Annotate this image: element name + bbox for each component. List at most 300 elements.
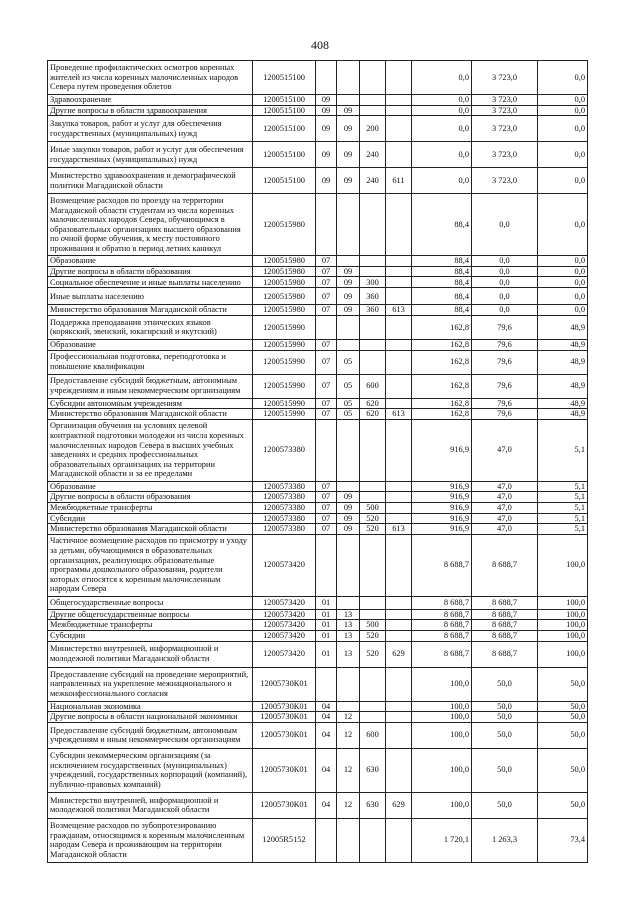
cell-amount-2: 1 263,3	[472, 818, 538, 862]
cell-subsection: 09	[337, 277, 360, 288]
cell-amount-1: 100,0	[412, 748, 472, 792]
cell-amount-2: 8 688,7	[472, 534, 538, 596]
cell-admin-code	[386, 609, 412, 620]
cell-amount-1: 162,8	[412, 315, 472, 339]
cell-amount-1: 88,4	[412, 277, 472, 288]
cell-name: Возмещение расходов по зубопротезированию гражданам, относящимся к коренным малочисленным народам Севера и проживающим на территории Магаданской области	[48, 818, 253, 862]
table-row	[48, 630, 588, 641]
cell-section: 07	[316, 492, 337, 503]
cell-name: Иные выплаты населению	[48, 288, 253, 305]
cell-amount-3: 5,1	[538, 492, 588, 503]
cell-section: 04	[316, 712, 337, 723]
cell-amount-1: 100,0	[412, 701, 472, 712]
cell-name: Межбюджетные трансферты	[48, 502, 253, 513]
cell-section	[316, 818, 337, 862]
cell-amount-1: 100,0	[412, 712, 472, 723]
cell-section	[316, 315, 337, 339]
cell-amount-3: 100,0	[538, 641, 588, 667]
cell-expense-type: 520	[360, 641, 386, 667]
table-row	[48, 116, 588, 142]
cell-amount-1: 916,9	[412, 513, 472, 524]
page-number: 408	[311, 38, 329, 52]
cell-amount-3: 48,9	[538, 374, 588, 398]
cell-section: 07	[316, 513, 337, 524]
cell-subsection	[337, 534, 360, 596]
cell-name: Другие общегосударственные вопросы	[48, 609, 253, 620]
cell-amount-1: 916,9	[412, 492, 472, 503]
cell-subsection	[337, 701, 360, 712]
cell-expense-type: 360	[360, 305, 386, 316]
cell-section: 04	[316, 748, 337, 792]
cell-subsection: 05	[337, 409, 360, 420]
cell-name: Другие вопросы в области образования	[48, 266, 253, 277]
cell-section: 04	[316, 792, 337, 818]
cell-amount-1: 8 688,7	[412, 630, 472, 641]
cell-subsection: 12	[337, 748, 360, 792]
cell-amount-2: 8 688,7	[472, 609, 538, 620]
cell-target-article: 1200515100	[253, 105, 316, 116]
cell-section: 09	[316, 116, 337, 142]
cell-target-article: 1200573420	[253, 596, 316, 609]
cell-target-article: 1200515100	[253, 168, 316, 194]
cell-target-article: 1200515980	[253, 194, 316, 256]
cell-amount-1: 88,4	[412, 288, 472, 305]
cell-amount-3: 5,1	[538, 481, 588, 492]
cell-section	[316, 534, 337, 596]
cell-target-article: 1200515100	[253, 61, 316, 95]
cell-target-article: 12005730К01	[253, 701, 316, 712]
cell-amount-1: 88,4	[412, 256, 472, 267]
cell-name: Предоставление субсидий бюджетным, автономным учреждениям и иным некоммерческим организациям	[48, 722, 253, 748]
cell-amount-2: 47,0	[472, 492, 538, 503]
cell-subsection: 12	[337, 722, 360, 748]
cell-expense-type	[360, 105, 386, 116]
table-row	[48, 168, 588, 194]
cell-admin-code: 613	[386, 524, 412, 535]
table-row	[48, 620, 588, 631]
cell-amount-1: 0,0	[412, 116, 472, 142]
table-row	[48, 481, 588, 492]
cell-amount-3: 50,0	[538, 748, 588, 792]
cell-amount-3: 100,0	[538, 620, 588, 631]
cell-admin-code	[386, 492, 412, 503]
cell-amount-2: 79,6	[472, 409, 538, 420]
cell-subsection	[337, 667, 360, 701]
table-row	[48, 256, 588, 267]
cell-expense-type	[360, 339, 386, 350]
cell-amount-2: 8 688,7	[472, 596, 538, 609]
cell-amount-3: 50,0	[538, 792, 588, 818]
cell-amount-2: 0,0	[472, 256, 538, 267]
table-row	[48, 305, 588, 316]
cell-target-article: 1200515980	[253, 288, 316, 305]
cell-subsection	[337, 95, 360, 106]
cell-name: Субсидии некоммерческим организациям (за исключением государственных (муниципальных) учреждений, государственных корпораций (компаний), публично-правовых компаний)	[48, 748, 253, 792]
cell-name: Образование	[48, 256, 253, 267]
cell-amount-1: 916,9	[412, 502, 472, 513]
cell-target-article: 1200515100	[253, 142, 316, 168]
cell-expense-type: 360	[360, 288, 386, 305]
cell-section: 04	[316, 722, 337, 748]
cell-amount-1: 162,8	[412, 409, 472, 420]
cell-amount-1: 916,9	[412, 419, 472, 481]
table-row	[48, 266, 588, 277]
cell-amount-1: 8 688,7	[412, 620, 472, 631]
cell-section: 01	[316, 630, 337, 641]
cell-amount-2: 0,0	[472, 266, 538, 277]
table-row	[48, 142, 588, 168]
cell-amount-3: 48,9	[538, 398, 588, 409]
cell-subsection: 09	[337, 524, 360, 535]
cell-amount-1: 8 688,7	[412, 641, 472, 667]
cell-name: Межбюджетные трансферты	[48, 620, 253, 631]
cell-amount-2: 3 723,0	[472, 168, 538, 194]
cell-amount-3: 50,0	[538, 722, 588, 748]
cell-name: Частичное возмещение расходов по присмотру и уходу за детьми, обучающимися в образовательных организациях, реализующих образовательные программы дошкольного образования, родители которых относятся к коренным малочисленным народам Севера	[48, 534, 253, 596]
cell-section: 09	[316, 95, 337, 106]
table-row	[48, 524, 588, 535]
cell-name: Субсидии	[48, 513, 253, 524]
cell-admin-code	[386, 481, 412, 492]
cell-amount-1: 100,0	[412, 722, 472, 748]
table-row	[48, 374, 588, 398]
cell-expense-type	[360, 315, 386, 339]
cell-amount-3: 5,1	[538, 419, 588, 481]
cell-amount-2: 0,0	[472, 277, 538, 288]
cell-amount-3: 100,0	[538, 534, 588, 596]
cell-expense-type: 520	[360, 630, 386, 641]
table-row	[48, 748, 588, 792]
cell-amount-2: 0,0	[472, 194, 538, 256]
cell-subsection: 13	[337, 641, 360, 667]
cell-target-article: 1200573380	[253, 502, 316, 513]
cell-subsection: 05	[337, 350, 360, 374]
cell-amount-2: 3 723,0	[472, 142, 538, 168]
cell-subsection	[337, 481, 360, 492]
table-row	[48, 398, 588, 409]
cell-amount-2: 8 688,7	[472, 630, 538, 641]
cell-subsection: 12	[337, 712, 360, 723]
cell-subsection	[337, 818, 360, 862]
cell-expense-type: 200	[360, 116, 386, 142]
cell-name: Национальная экономика	[48, 701, 253, 712]
cell-section: 07	[316, 398, 337, 409]
cell-amount-1: 88,4	[412, 305, 472, 316]
cell-admin-code: 611	[386, 168, 412, 194]
cell-name: Субсидии автономным учреждениям	[48, 398, 253, 409]
cell-admin-code	[386, 748, 412, 792]
cell-admin-code	[386, 398, 412, 409]
cell-name: Министерство образования Магаданской области	[48, 409, 253, 420]
cell-admin-code	[386, 818, 412, 862]
cell-amount-2: 50,0	[472, 722, 538, 748]
cell-admin-code	[386, 534, 412, 596]
cell-subsection: 09	[337, 502, 360, 513]
cell-subsection: 13	[337, 620, 360, 631]
cell-subsection: 13	[337, 630, 360, 641]
cell-amount-2: 50,0	[472, 748, 538, 792]
table-row	[48, 513, 588, 524]
cell-subsection: 09	[337, 305, 360, 316]
cell-subsection	[337, 419, 360, 481]
cell-name: Министерство внутренней, информационной и молодежной политики Магаданской области	[48, 792, 253, 818]
cell-section: 07	[316, 524, 337, 535]
cell-target-article: 12005R5152	[253, 818, 316, 862]
cell-admin-code	[386, 142, 412, 168]
cell-subsection	[337, 61, 360, 95]
table-row	[48, 350, 588, 374]
cell-amount-3: 50,0	[538, 701, 588, 712]
cell-subsection: 09	[337, 105, 360, 116]
table-row	[48, 61, 588, 95]
cell-amount-1: 100,0	[412, 792, 472, 818]
cell-amount-3: 48,9	[538, 350, 588, 374]
cell-admin-code	[386, 95, 412, 106]
cell-amount-2: 50,0	[472, 667, 538, 701]
cell-amount-3: 50,0	[538, 712, 588, 723]
table-row	[48, 667, 588, 701]
cell-name: Другие вопросы в области образования	[48, 492, 253, 503]
table-row	[48, 288, 588, 305]
cell-section: 01	[316, 641, 337, 667]
table-row	[48, 419, 588, 481]
cell-amount-1: 100,0	[412, 667, 472, 701]
cell-amount-1: 162,8	[412, 374, 472, 398]
cell-admin-code	[386, 266, 412, 277]
cell-name: Министерство образования Магаданской области	[48, 524, 253, 535]
cell-name: Субсидии	[48, 630, 253, 641]
cell-amount-3: 0,0	[538, 168, 588, 194]
cell-section	[316, 61, 337, 95]
cell-target-article: 1200515990	[253, 315, 316, 339]
cell-target-article: 12005730К01	[253, 722, 316, 748]
cell-section: 07	[316, 350, 337, 374]
cell-name: Образование	[48, 481, 253, 492]
cell-amount-2: 3 723,0	[472, 95, 538, 106]
cell-subsection	[337, 256, 360, 267]
cell-subsection: 09	[337, 288, 360, 305]
table-row	[48, 502, 588, 513]
cell-amount-1: 162,8	[412, 339, 472, 350]
cell-expense-type	[360, 95, 386, 106]
cell-amount-3: 0,0	[538, 95, 588, 106]
cell-name: Общегосударственные вопросы	[48, 596, 253, 609]
cell-subsection: 05	[337, 374, 360, 398]
table-row	[48, 339, 588, 350]
cell-amount-2: 47,0	[472, 481, 538, 492]
cell-expense-type	[360, 596, 386, 609]
cell-subsection	[337, 194, 360, 256]
cell-admin-code	[386, 61, 412, 95]
cell-name: Закупка товаров, работ и услуг для обеспечения государственных (муниципальных) нужд	[48, 116, 253, 142]
cell-admin-code	[386, 315, 412, 339]
cell-amount-2: 79,6	[472, 315, 538, 339]
cell-amount-2: 47,0	[472, 524, 538, 535]
cell-amount-2: 50,0	[472, 792, 538, 818]
cell-name: Профессиональная подготовка, переподготовка и повышение квалификации	[48, 350, 253, 374]
cell-amount-3: 0,0	[538, 116, 588, 142]
table-row	[48, 596, 588, 609]
cell-subsection: 09	[337, 513, 360, 524]
cell-amount-1: 162,8	[412, 398, 472, 409]
cell-target-article: 1200573420	[253, 630, 316, 641]
cell-admin-code	[386, 596, 412, 609]
cell-target-article: 1200573420	[253, 609, 316, 620]
cell-amount-2: 50,0	[472, 701, 538, 712]
cell-section: 09	[316, 168, 337, 194]
cell-target-article: 1200515100	[253, 116, 316, 142]
cell-amount-3: 48,9	[538, 315, 588, 339]
table-row	[48, 609, 588, 620]
cell-amount-3: 73,4	[538, 818, 588, 862]
table-row	[48, 277, 588, 288]
cell-amount-3: 100,0	[538, 609, 588, 620]
cell-name: Организация обучения на условиях целевой контрактной подготовки молодежи из числа коренных малочисленных народов Севера в высших учебных заведениях и средних профессиональных образовательных организациях на территории Магаданской области и за ее пределами	[48, 419, 253, 481]
cell-admin-code	[386, 620, 412, 631]
cell-target-article: 12005730К01	[253, 748, 316, 792]
cell-amount-3: 0,0	[538, 105, 588, 116]
cell-expense-type	[360, 701, 386, 712]
cell-amount-1: 0,0	[412, 95, 472, 106]
cell-amount-2: 47,0	[472, 502, 538, 513]
cell-amount-1: 162,8	[412, 350, 472, 374]
cell-expense-type: 620	[360, 409, 386, 420]
cell-admin-code	[386, 502, 412, 513]
cell-target-article: 1200573380	[253, 492, 316, 503]
cell-amount-1: 916,9	[412, 481, 472, 492]
cell-target-article: 1200515990	[253, 398, 316, 409]
cell-admin-code	[386, 712, 412, 723]
cell-target-article: 12005730К01	[253, 792, 316, 818]
cell-target-article: 1200515990	[253, 339, 316, 350]
cell-admin-code: 613	[386, 305, 412, 316]
cell-amount-3: 0,0	[538, 256, 588, 267]
table-row	[48, 701, 588, 712]
table-row	[48, 409, 588, 420]
cell-section: 07	[316, 502, 337, 513]
cell-target-article: 1200573380	[253, 419, 316, 481]
cell-amount-3: 48,9	[538, 409, 588, 420]
cell-admin-code	[386, 256, 412, 267]
cell-name: Министерство внутренней, информационной и молодежной политики Магаданской области	[48, 641, 253, 667]
cell-admin-code	[386, 701, 412, 712]
cell-name: Предоставление субсидий на проведение мероприятий, направленных на укрепление межнационального и межконфессионального согласия	[48, 667, 253, 701]
cell-amount-3: 0,0	[538, 142, 588, 168]
cell-expense-type: 500	[360, 620, 386, 631]
cell-section: 07	[316, 288, 337, 305]
cell-target-article: 1200515990	[253, 409, 316, 420]
cell-name: Поддержка преподавания этнических языков (корякский, эвенский, юкагирский и якутский)	[48, 315, 253, 339]
cell-admin-code	[386, 374, 412, 398]
cell-target-article: 12005730К01	[253, 712, 316, 723]
cell-admin-code: 629	[386, 641, 412, 667]
cell-amount-2: 79,6	[472, 374, 538, 398]
cell-name: Министерство здравоохранения и демографической политики Магаданской области	[48, 168, 253, 194]
cell-amount-1: 0,0	[412, 61, 472, 95]
cell-target-article: 1200515100	[253, 95, 316, 106]
cell-admin-code	[386, 277, 412, 288]
cell-amount-2: 3 723,0	[472, 61, 538, 95]
cell-expense-type	[360, 667, 386, 701]
cell-section: 07	[316, 409, 337, 420]
cell-expense-type	[360, 194, 386, 256]
cell-section: 07	[316, 339, 337, 350]
cell-amount-3: 0,0	[538, 61, 588, 95]
table-row	[48, 95, 588, 106]
cell-expense-type	[360, 818, 386, 862]
budget-table	[47, 60, 588, 863]
cell-amount-3: 5,1	[538, 502, 588, 513]
cell-expense-type: 600	[360, 374, 386, 398]
cell-section	[316, 667, 337, 701]
cell-expense-type	[360, 712, 386, 723]
cell-admin-code	[386, 116, 412, 142]
cell-section: 07	[316, 256, 337, 267]
cell-name: Другие вопросы в области национальной экономики	[48, 712, 253, 723]
cell-amount-3: 100,0	[538, 596, 588, 609]
cell-amount-1: 1 720,1	[412, 818, 472, 862]
table-row	[48, 792, 588, 818]
table-row	[48, 641, 588, 667]
cell-expense-type: 300	[360, 277, 386, 288]
cell-expense-type: 520	[360, 524, 386, 535]
cell-section: 09	[316, 105, 337, 116]
cell-amount-1: 0,0	[412, 142, 472, 168]
cell-amount-3: 48,9	[538, 339, 588, 350]
cell-target-article: 1200515980	[253, 305, 316, 316]
cell-section: 07	[316, 305, 337, 316]
cell-expense-type: 600	[360, 722, 386, 748]
cell-section	[316, 419, 337, 481]
cell-target-article: 1200515980	[253, 277, 316, 288]
cell-admin-code	[386, 105, 412, 116]
cell-amount-3: 50,0	[538, 667, 588, 701]
cell-expense-type: 500	[360, 502, 386, 513]
table-row	[48, 534, 588, 596]
cell-expense-type	[360, 492, 386, 503]
table-row	[48, 722, 588, 748]
cell-target-article: 1200573420	[253, 620, 316, 631]
cell-amount-1: 8 688,7	[412, 534, 472, 596]
cell-admin-code	[386, 667, 412, 701]
cell-name: Другие вопросы в области здравоохранения	[48, 105, 253, 116]
cell-subsection: 09	[337, 116, 360, 142]
cell-target-article: 1200573380	[253, 481, 316, 492]
cell-subsection: 13	[337, 609, 360, 620]
cell-name: Предоставление субсидий бюджетным, автономным учреждениям и иным некоммерческим организациям	[48, 374, 253, 398]
cell-expense-type	[360, 61, 386, 95]
cell-amount-1: 88,4	[412, 194, 472, 256]
cell-subsection	[337, 339, 360, 350]
cell-amount-3: 5,1	[538, 524, 588, 535]
table-row	[48, 712, 588, 723]
cell-expense-type: 520	[360, 513, 386, 524]
cell-amount-2: 47,0	[472, 419, 538, 481]
cell-expense-type: 240	[360, 142, 386, 168]
cell-admin-code	[386, 288, 412, 305]
cell-subsection: 09	[337, 492, 360, 503]
cell-amount-2: 50,0	[472, 712, 538, 723]
cell-amount-3: 100,0	[538, 630, 588, 641]
cell-admin-code	[386, 339, 412, 350]
cell-expense-type	[360, 350, 386, 374]
cell-expense-type	[360, 266, 386, 277]
cell-admin-code	[386, 194, 412, 256]
cell-amount-1: 0,0	[412, 105, 472, 116]
cell-expense-type	[360, 609, 386, 620]
cell-amount-3: 0,0	[538, 277, 588, 288]
cell-subsection: 12	[337, 792, 360, 818]
